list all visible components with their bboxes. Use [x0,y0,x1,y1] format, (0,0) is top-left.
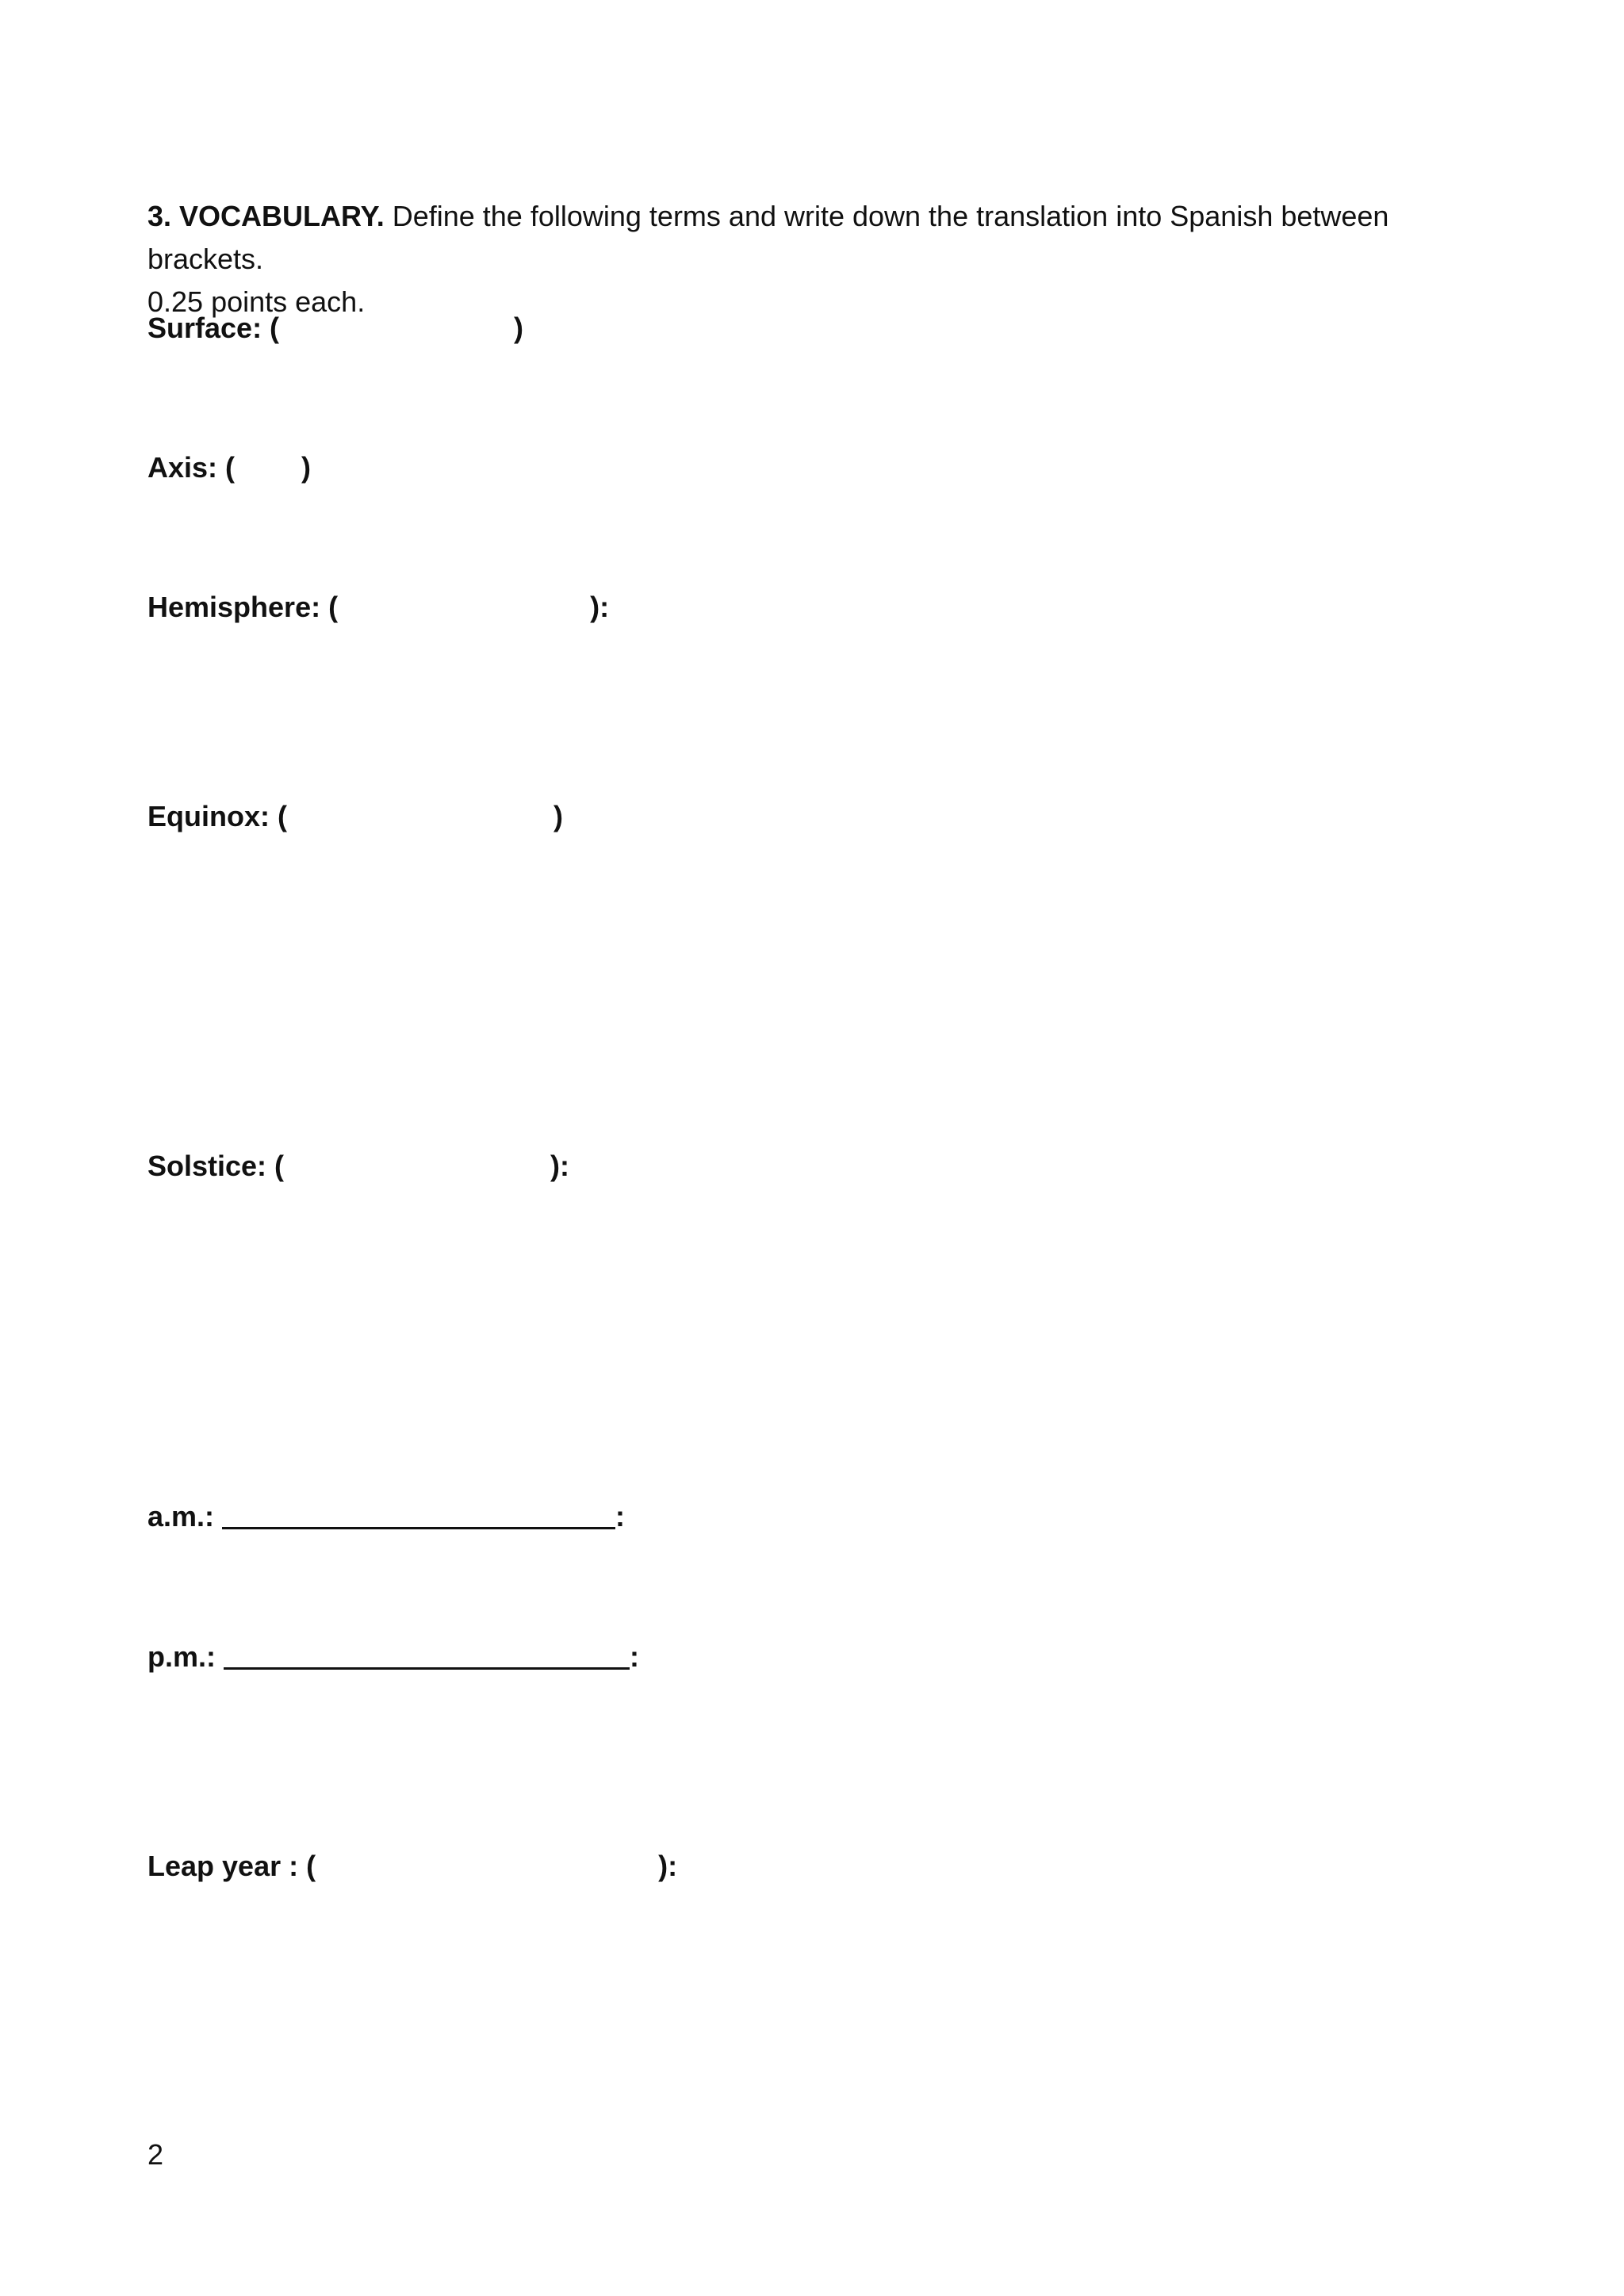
term-equinox [147,799,563,834]
underline-blank[interactable] [224,1639,630,1670]
term-close: : [630,1640,639,1673]
points-note: 0.25 points each. [147,285,366,318]
term-surface [147,311,523,346]
term-label: Equinox: ( [147,800,287,832]
term-label: Axis: ( [147,451,236,484]
term-close: ) [301,451,312,484]
term-label: a.m.: [147,1500,223,1533]
term-hemisphere [147,590,609,625]
term-label: p.m.: [147,1640,224,1673]
underline-blank[interactable] [222,1498,615,1529]
term-close: ) [553,800,563,832]
section-heading: 3. VOCABULARY. [147,200,385,232]
term-close: : [615,1500,626,1533]
term-close: ): [658,1850,678,1882]
term-label: Solstice: ( [147,1150,285,1182]
term-label: Surface: ( [147,312,280,344]
vocabulary-instructions [147,195,1496,323]
term-solstice [147,1149,569,1184]
term-label: Hemisphere: ( [147,591,339,623]
term-am [147,1498,625,1534]
term-pm [147,1639,639,1674]
term-close: ): [550,1150,570,1182]
term-leap-year [147,1849,677,1884]
term-close: ): [590,591,610,623]
instructions-text: Define the following terms and write down the translation into Spanish between brackets. [147,200,1389,275]
term-close: ) [514,312,524,344]
page-number: 2 [147,2138,164,2171]
term-axis [147,450,311,485]
term-label: Leap year : ( [147,1850,316,1882]
